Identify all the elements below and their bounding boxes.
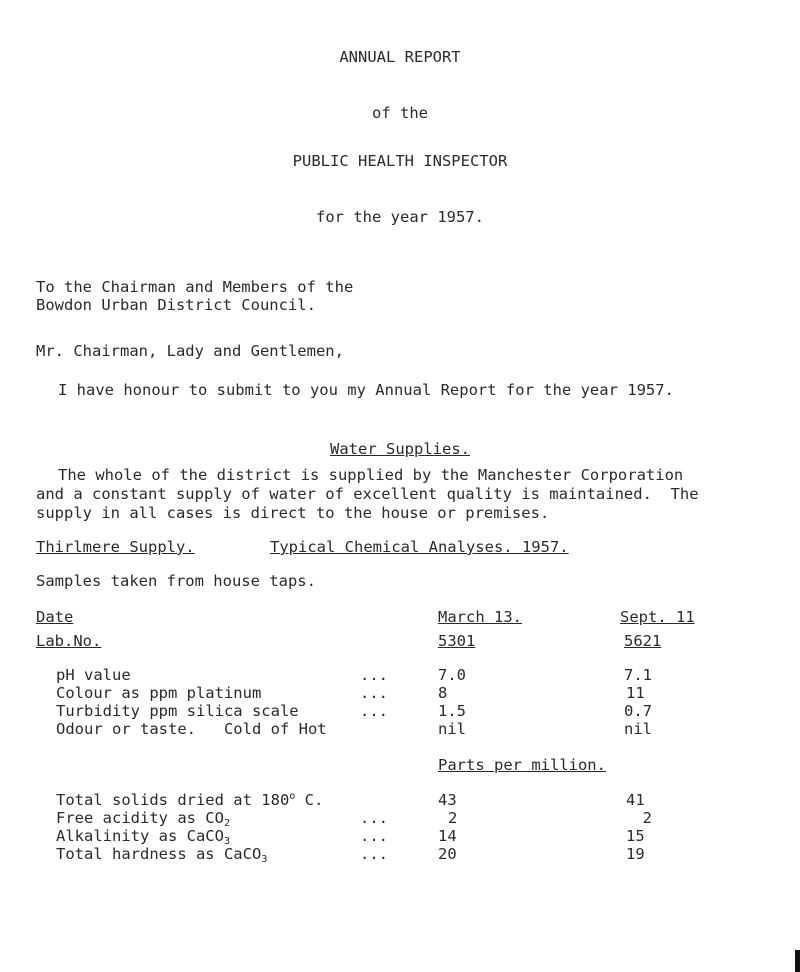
- table-col2-date: Sept. 11: [620, 608, 695, 626]
- row-label: Turbidity ppm silica scale: [56, 702, 299, 720]
- row-value-march: 2: [448, 809, 458, 827]
- row-value-sept: 11: [626, 684, 645, 702]
- row-value-sept: 19: [626, 845, 645, 863]
- table-col1-lab-no: 5301: [438, 632, 476, 650]
- row-value-march: 20: [438, 845, 457, 863]
- table-header-date: Date: [36, 608, 74, 626]
- samples-note: Samples taken from house taps.: [36, 572, 316, 590]
- paragraph-line-1: The whole of the district is supplied by the Manchester Corporation: [58, 466, 684, 484]
- row-value-march: 14: [438, 827, 457, 845]
- salutation: Mr. Chairman, Lady and Gentlemen,: [36, 342, 344, 360]
- subscript: 3: [261, 854, 268, 865]
- row-value-sept: 15: [626, 827, 645, 845]
- paragraph-line-3: supply in all cases is direct to the house or premises.: [36, 504, 550, 522]
- subhead-thirlmere-supply: Thirlmere Supply.: [36, 538, 195, 556]
- report-subject: PUBLIC HEALTH INSPECTOR: [292, 152, 508, 170]
- row-value-sept: 2: [642, 809, 652, 827]
- row-leader-dots: ...: [360, 845, 388, 863]
- row-value-march: 43: [438, 791, 457, 809]
- report-title-of-the: of the: [372, 104, 428, 122]
- subscript: 2: [223, 818, 231, 829]
- intro-sentence: I have honour to submit to you my Annual Report for the year 1957.: [58, 381, 674, 399]
- table-header-lab-no: Lab.No.: [36, 632, 102, 650]
- row-label: Total solids dried at 180$^o$ C.: [56, 791, 324, 809]
- subscript: 3: [223, 836, 231, 847]
- row-leader-dots: ...: [360, 666, 388, 684]
- table-col1-date: March 13.: [438, 608, 522, 626]
- parts-per-million-label: Parts per million.: [438, 756, 606, 774]
- row-leader-dots: ...: [360, 827, 388, 845]
- row-label: Total hardness as CaCO$_3$: [56, 845, 268, 865]
- section-title-water-supplies: Water Supplies.: [330, 440, 470, 458]
- table-col2-lab-no: 5621: [624, 632, 662, 650]
- row-value-sept: 7.1: [624, 666, 652, 684]
- paragraph-line-2: and a constant supply of water of excellent quality is maintained. The: [36, 485, 699, 503]
- row-value-sept: 41: [626, 791, 645, 809]
- row-label: Free acidity as $CO_2$: [56, 809, 231, 829]
- report-year: for the year 1957.: [316, 208, 484, 226]
- address-line-2: Bowdon Urban District Council.: [36, 296, 316, 314]
- row-label: Odour or taste. Cold of Hot: [56, 720, 327, 738]
- row-value-march: 8: [438, 684, 448, 702]
- row-leader-dots: ...: [360, 684, 388, 702]
- row-value-march: 1.5: [438, 702, 466, 720]
- row-value-march: 7.0: [438, 666, 466, 684]
- row-label: Colour as ppm platinum: [56, 684, 262, 702]
- degree-superscript: o: [289, 791, 296, 802]
- row-label: pH value: [56, 666, 131, 684]
- row-value-sept: 0.7: [624, 702, 652, 720]
- row-leader-dots: ...: [360, 702, 388, 720]
- subhead-typical-analyses: Typical Chemical Analyses. 1957.: [270, 538, 569, 556]
- row-value-sept: nil: [624, 720, 652, 738]
- address-line-1: To the Chairman and Members of the: [36, 278, 354, 296]
- row-label: Alkalinity as CaCO$_3$: [56, 827, 231, 847]
- scan-edge-mark: [795, 950, 800, 972]
- report-title: ANNUAL REPORT: [339, 48, 461, 66]
- row-value-march: nil: [438, 720, 466, 738]
- row-leader-dots: ...: [360, 809, 388, 827]
